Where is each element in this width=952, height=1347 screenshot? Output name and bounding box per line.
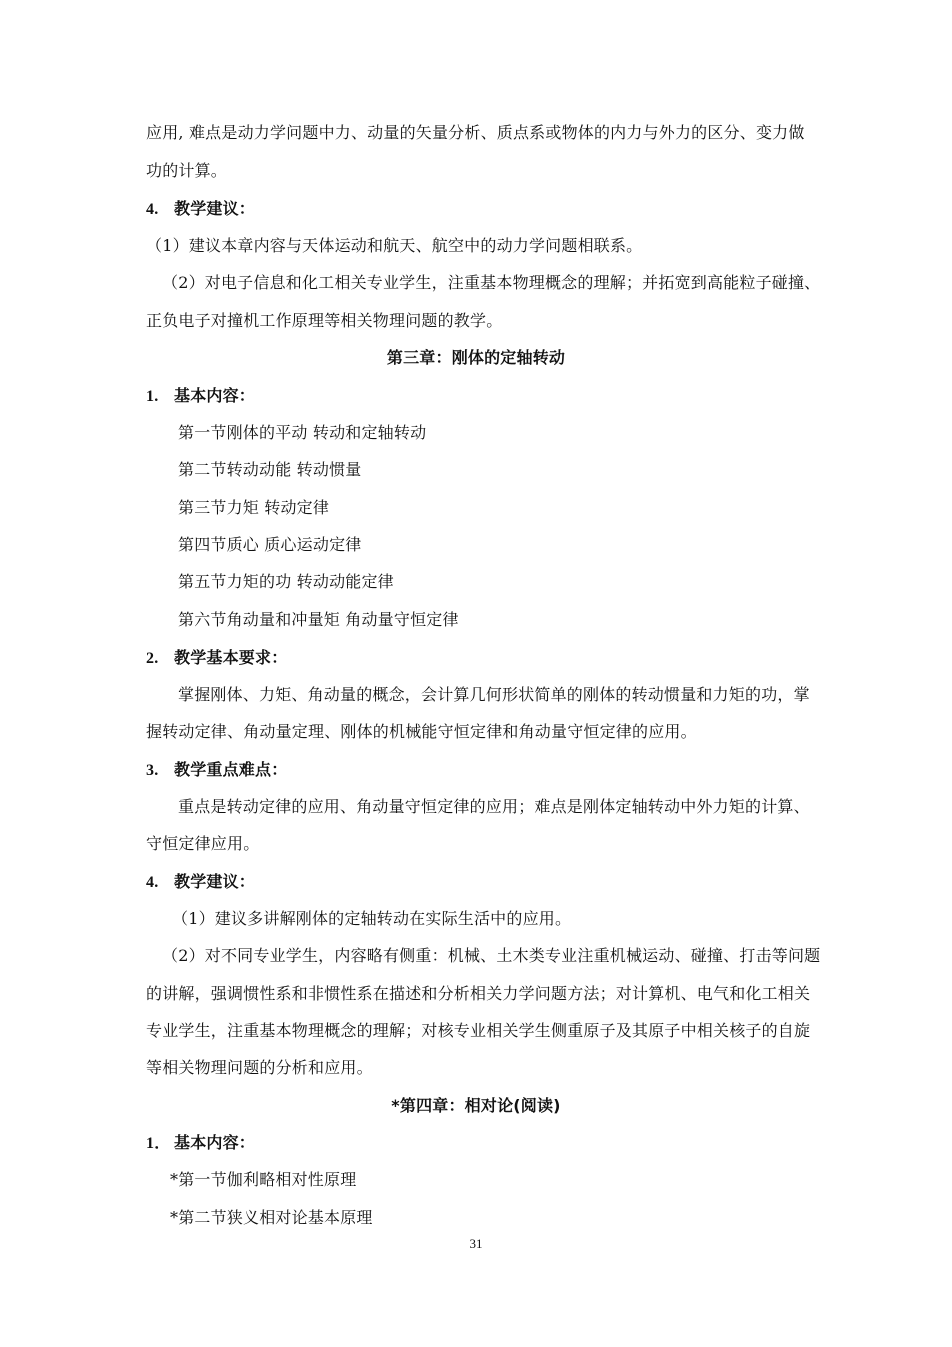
section-number: 2. <box>146 650 159 667</box>
section-title: 基本内容： <box>174 1133 256 1152</box>
section-title: 基本内容： <box>174 386 256 405</box>
paragraph-line: 专业学生，注重基本物理概念的理解；对核专业相关学生侧重原子及其原子中相关核子的自旋 <box>146 1021 811 1040</box>
list-item: 第六节角动量和冲量矩 角动量守恒定律 <box>178 610 459 629</box>
paragraph-line: 正负电子对撞机工作原理等相关物理问题的教学。 <box>146 311 503 330</box>
paragraph-line: 应用, 难点是动力学问题中力、动量的矢量分析、质点系或物体的内力与外力的区分、变力做 <box>146 123 805 142</box>
section-heading <box>146 648 287 669</box>
list-item: 第四节质心 质心运动定律 <box>178 535 362 554</box>
list-item: （2）对电子信息和化工相关专业学生，注重基本物理概念的理解；并拓宽到高能粒子碰撞、 <box>162 273 821 292</box>
section-number: 1． <box>146 1135 171 1152</box>
section-heading <box>146 386 255 407</box>
list-item: 第三节力矩 转动定律 <box>178 498 330 517</box>
paragraph-line: 等相关物理问题的分析和应用。 <box>146 1058 373 1077</box>
section-heading <box>146 199 255 220</box>
section-heading <box>146 760 287 781</box>
section-heading <box>146 872 255 893</box>
paragraph-line: 掌握刚体、力矩、角动量的概念，会计算几何形状简单的刚体的转动惯量和力矩的功，掌 <box>178 685 810 704</box>
section-heading <box>146 1133 255 1154</box>
section-number: 4. <box>146 201 159 218</box>
list-item: （1）建议多讲解刚体的定轴转动在实际生活中的应用。 <box>172 909 572 928</box>
section-title: 教学基本要求： <box>174 648 288 667</box>
list-item: 第二节转动动能 转动惯量 <box>178 460 362 479</box>
paragraph-line: 功的计算。 <box>146 161 228 180</box>
section-number: 4. <box>146 874 159 891</box>
list-item: （1）建议本章内容与天体运动和航天、航空中的动力学问题相联系。 <box>146 236 643 255</box>
list-item: （2）对不同专业学生，内容略有侧重：机械、土木类专业注重机械运动、碰撞、打击等问题 <box>162 946 821 965</box>
list-item: *第二节狭义相对论基本原理 <box>170 1208 373 1227</box>
page-number: 31 <box>469 1236 483 1251</box>
chapter-title: 第三章：刚体的定轴转动 <box>386 348 566 367</box>
list-item: 第五节力矩的功 转动动能定律 <box>178 572 394 591</box>
section-title: 教学重点难点： <box>174 760 288 779</box>
paragraph-line: 的讲解，强调惯性系和非惯性系在描述和分析相关力学问题方法；对计算机、电气和化工相关 <box>146 984 811 1003</box>
section-number: 3. <box>146 762 159 779</box>
list-item: *第一节伽利略相对性原理 <box>170 1170 357 1189</box>
section-title: 教学建议： <box>174 199 256 218</box>
chapter-title: *第四章：相对论(阅读) <box>391 1096 561 1115</box>
paragraph-line: 握转动定律、角动量定理、刚体的机械能守恒定律和角动量守恒定律的应用。 <box>146 722 697 741</box>
paragraph-line: 重点是转动定律的应用、角动量守恒定律的应用；难点是刚体定轴转动中外力矩的计算、 <box>178 797 810 816</box>
section-number: 1. <box>146 388 159 405</box>
list-item: 第一节刚体的平动 转动和定轴转动 <box>178 423 427 442</box>
paragraph-line: 守恒定律应用。 <box>146 834 260 853</box>
section-title: 教学建议： <box>174 872 256 891</box>
